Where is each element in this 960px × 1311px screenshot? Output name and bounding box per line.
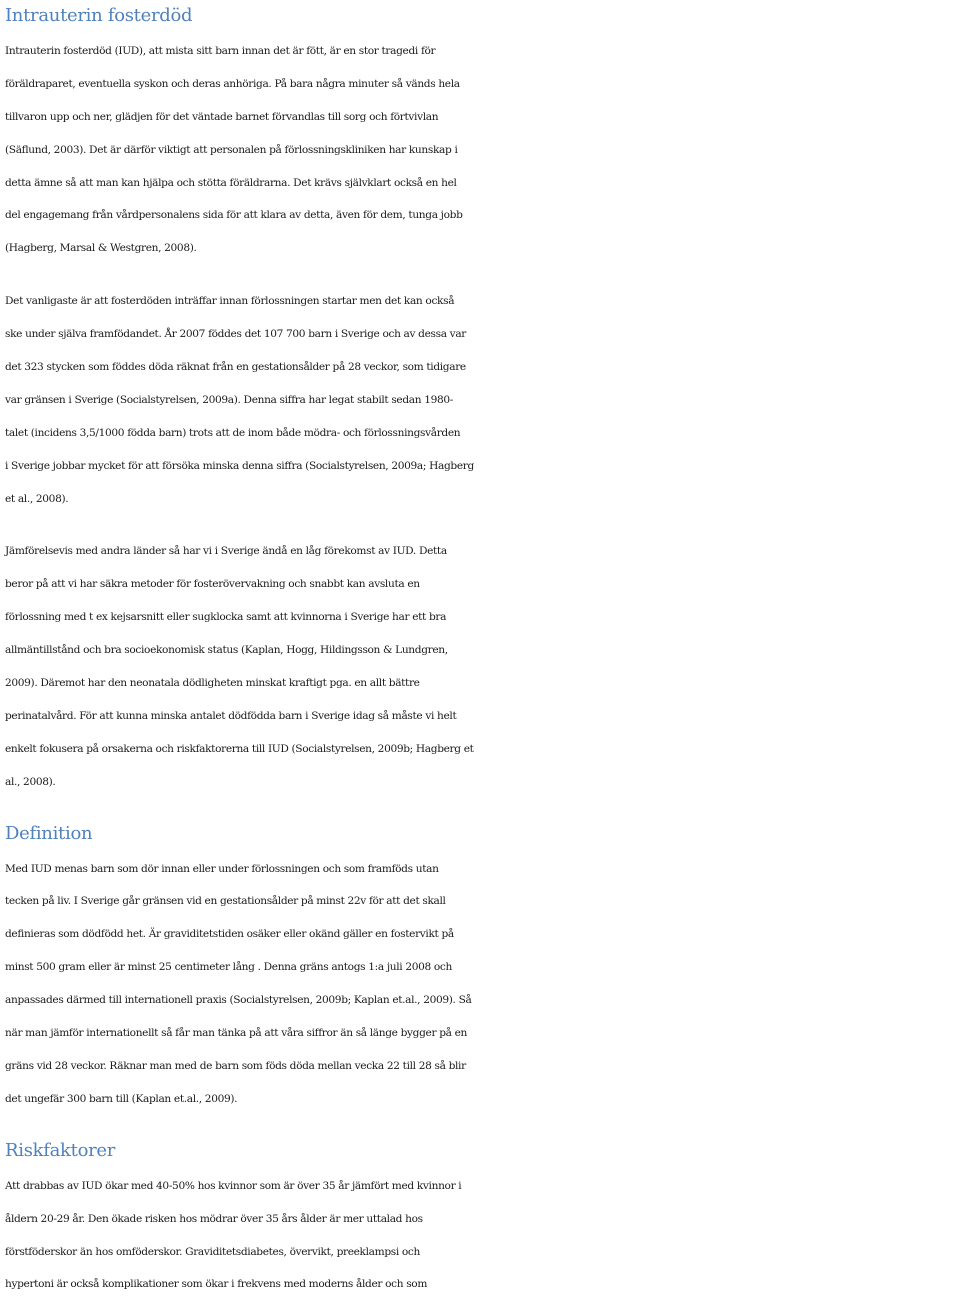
text-line: talet (incidens 3,5/1000 födda barn) trots att de inom både mödra- och förlossningsvården — [5, 426, 461, 439]
text-line: ske under själva framfödandet. År 2007 föddes det 107 700 barn i Sverige och av dessa var — [5, 328, 466, 341]
text-line: 2009). Däremot har den neonatala dödligheten minskat kraftigt pga. en allt bättre — [5, 677, 420, 690]
text-line: i Sverige jobbar mycket för att försöka minska denna siffra (Socialstyrelsen, 2009a; Hagberg — [5, 459, 474, 472]
text-line: (Hagberg, Marsal & Westgren, 2008). — [5, 242, 197, 255]
text-line: allmäntillstånd och bra socioekonomisk status (Kaplan, Hogg, Hildingsson & Lundgren, — [5, 644, 448, 657]
text-line: Att drabbas av IUD ökar med 40-50% hos kvinnor som är över 35 år jämfört med kvinnor i — [5, 1179, 462, 1192]
text-line: al., 2008). — [5, 775, 56, 788]
text-line: det ungefär 300 barn till (Kaplan et.al., 2009). — [5, 1092, 238, 1105]
text-line: et al., 2008). — [5, 492, 69, 505]
text-line: anpassades därmed till internationell praxis (Socialstyrelsen, 2009b; Kaplan et.al., 2009). Så — [5, 994, 472, 1007]
text-line: förstföderskor än hos omföderskor. Graviditetsdiabetes, övervikt, preeklampsi och — [5, 1245, 420, 1258]
text-line: Det vanligaste är att fosterdöden inträffar innan förlossningen startar men det kan också — [5, 295, 455, 308]
text-line: detta ämne så att man kan hjälpa och stötta föräldrarna. Det krävs självklart också en hel — [5, 176, 457, 189]
text-line: enkelt fokusera på orsakerna och riskfaktorerna till IUD (Socialstyrelsen, 2009b; Hagberg et — [5, 742, 474, 755]
text-line: tillvaron upp och ner, glädjen för det väntade barnet förvandlas till sorg och förtvivlan — [5, 110, 439, 123]
heading-intrauterin-fosterdod: Intrauterin fosterdöd — [5, 5, 193, 26]
paragraph — [5, 853, 960, 1116]
text-line: Jämförelsevis med andra länder så har vi i Sverige ändå en låg förekomst av IUD. Detta — [5, 545, 447, 558]
text-line: det 323 stycken som föddes döda räknat från en gestationsålder på 28 veckor, som tidigare — [5, 361, 466, 374]
text-line: perinatalvård. För att kunna minska antalet dödfödda barn i Sverige idag så måste vi helt — [5, 709, 457, 722]
heading-definition: Definition — [5, 822, 93, 844]
text-line: föräldraparet, eventuella syskon och deras anhöriga. På bara några minuter så vänds hela — [5, 77, 460, 90]
paragraph — [5, 285, 960, 515]
text-line: Intrauterin fosterdöd (IUD), att mista sitt barn innan det är fött, är en stor tragedi för — [5, 45, 436, 57]
text-line: tecken på liv. I Sverige går gränsen vid en gestationsålder på minst 22v för att det skall — [5, 895, 446, 908]
text-line: beror på att vi har säkra metoder för fosterövervakning och snabbt kan avsluta en — [5, 578, 420, 591]
text-line: gräns vid 28 veckor. Räknar man med de barn som föds döda mellan vecka 22 till 28 så blir — [5, 1059, 466, 1072]
text-line: Med IUD menas barn som dör innan eller under förlossningen och som framföds utan — [5, 862, 439, 875]
document-page — [5, 0, 960, 1301]
text-line: definieras som dödfödd het. Är graviditetstiden osäker eller okänd gäller en fostervikt på — [5, 928, 454, 941]
text-line: hypertoni är också komplikationer som ökar i frekvens med moderns ålder och som — [5, 1278, 428, 1291]
paragraph — [5, 35, 960, 265]
text-line: (Säflund, 2003). Det är därför viktigt att personalen på förlossningskliniken har kunskap i — [5, 143, 458, 156]
text-line: del engagemang från vårdpersonalens sida för att klara av detta, även för dem, tunga jobb — [5, 209, 463, 222]
text-line: minst 500 gram eller är minst 25 centimeter lång . Denna gräns antogs 1:a juli 2008 och — [5, 961, 452, 974]
paragraph — [5, 535, 960, 798]
heading-riskfaktorer: Riskfaktorer — [5, 1139, 116, 1161]
text-line: förlossning med t ex kejsarsnitt eller sugklocka samt att kvinnorna i Sverige har ett bra — [5, 611, 447, 624]
text-line: åldern 20-29 år. Den ökade risken hos mödrar över 35 års ålder är mer uttalad hos — [5, 1212, 423, 1225]
text-line: var gränsen i Sverige (Socialstyrelsen, 2009a). Denna siffra har legat stabilt sedan 1980- — [5, 393, 454, 406]
paragraph — [5, 1170, 960, 1302]
text-line: när man jämför internationellt så får man tänka på att våra siffror än så länge bygger på en — [5, 1027, 468, 1040]
